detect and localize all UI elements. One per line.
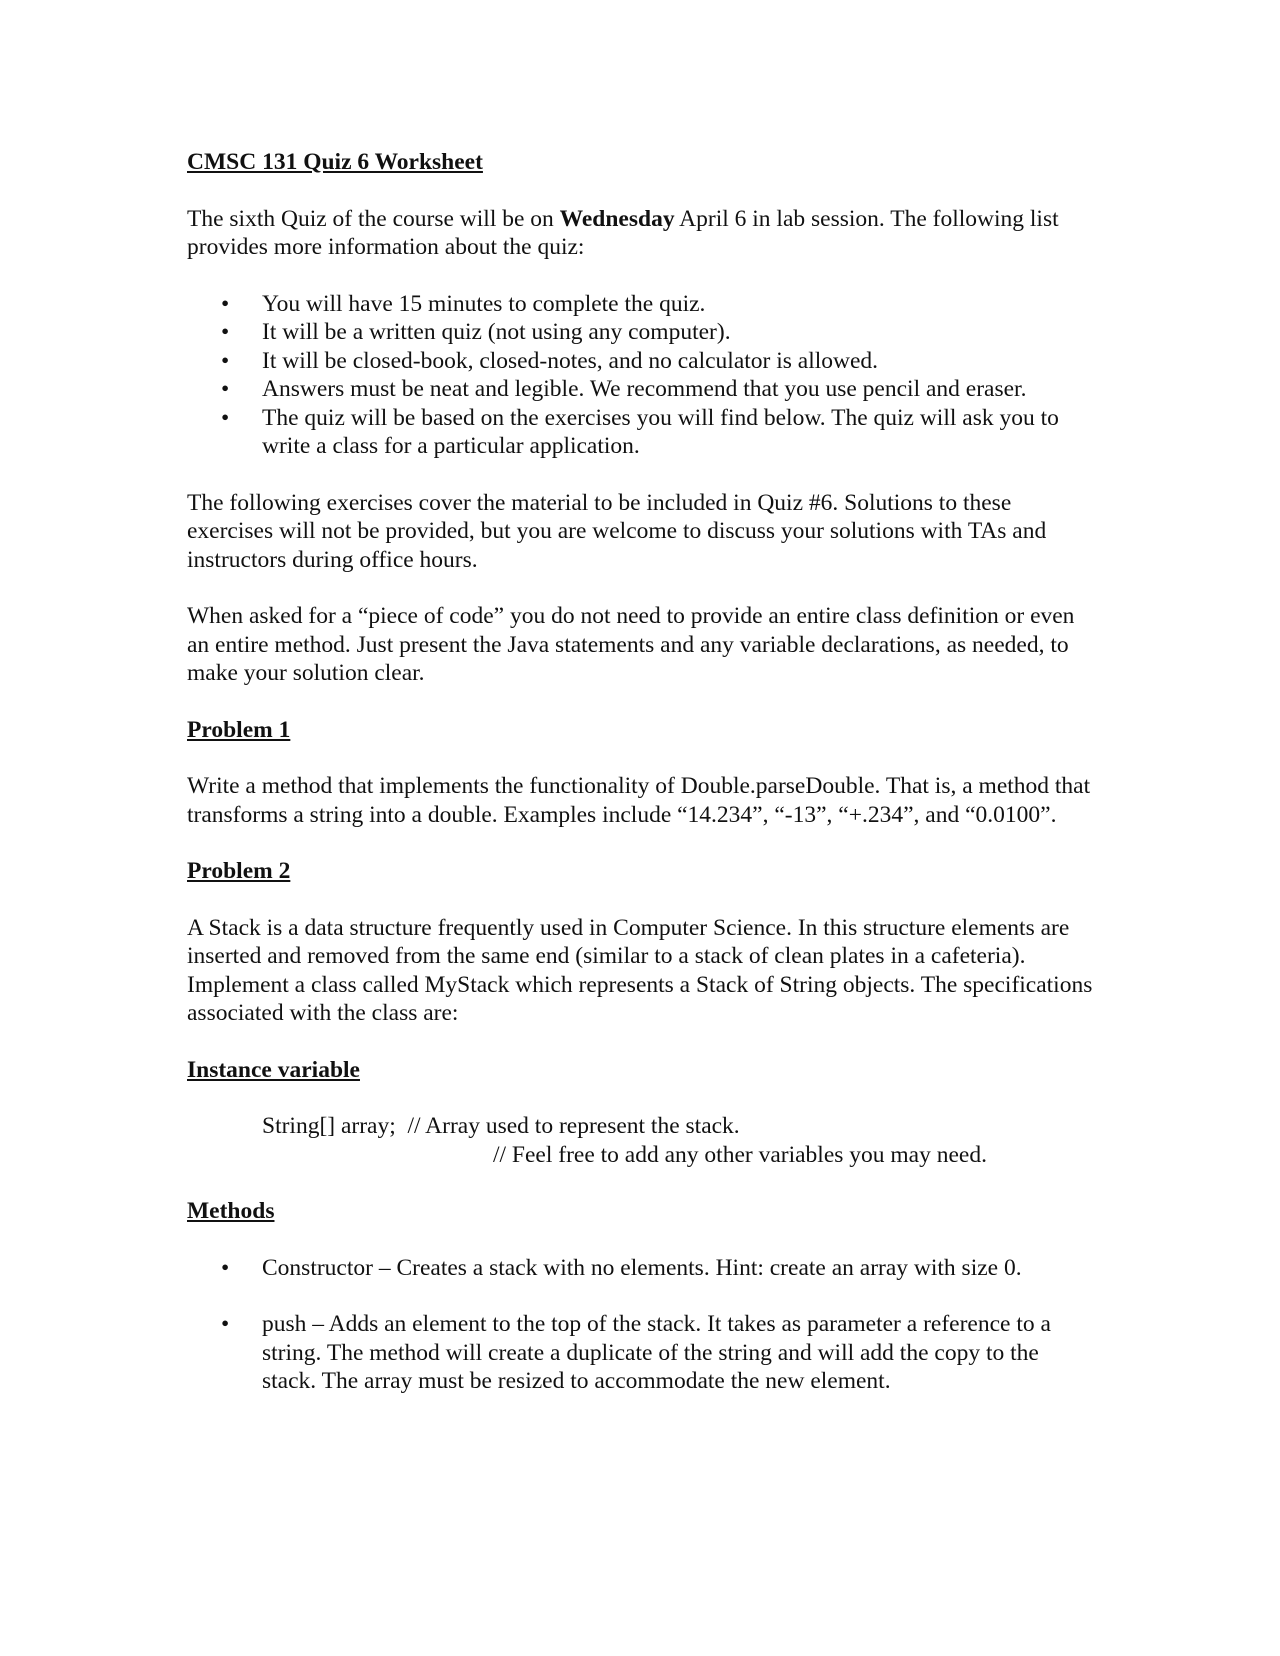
list-item — [187, 318, 1097, 347]
exercises-paragraph: The following exercises cover the material to be included in Quiz #6. Solutions to these exercises will not be provided, but you are welcome to discuss your solutions with TAs and instructors during office hours. — [187, 489, 1047, 573]
quiz-info-list — [187, 290, 1097, 461]
list-item-text: You will have 15 minutes to complete the quiz. — [262, 290, 706, 317]
list-item — [187, 375, 1097, 404]
problem2-heading: Problem 2 — [187, 858, 291, 884]
methods-list-continued — [187, 1310, 1097, 1396]
list-item — [187, 1310, 1097, 1396]
code-line-1: String[] array; // Array used to represent the stack. — [262, 1113, 740, 1139]
list-item-text: It will be closed-book, closed-notes, and no calculator is allowed. — [262, 347, 879, 374]
list-item-text: Answers must be neat and legible. We recommend that you use pencil and eraser. — [262, 376, 1027, 402]
list-item-text: It will be a written quiz (not using any computer). — [262, 319, 731, 345]
methods-heading: Methods — [187, 1198, 275, 1224]
intro-paragraph — [187, 205, 1097, 262]
bullet-icon: • — [221, 347, 230, 374]
worksheet-page — [187, 148, 1097, 1396]
problem1-text: Write a method that implements the functionality of Double.parseDouble. That is, a method that transforms a string into a double. Examples include “14.234”, “-13”, “+.234”, and “0.0100”. — [187, 773, 1091, 828]
bullet-icon: • — [221, 376, 230, 402]
bullet-icon: • — [221, 319, 230, 345]
list-item-text: The quiz will be based on the exercises you will find below. The quiz will ask you to write a class for a particular application. — [262, 404, 1059, 459]
bullet-icon: • — [221, 1311, 230, 1337]
list-item — [187, 404, 1097, 461]
instance-variable-code — [187, 1112, 1097, 1169]
bullet-icon: • — [221, 1254, 230, 1281]
intro-text-end: April 6 in lab session. The following list provides more information about the quiz: — [187, 205, 1059, 260]
intro-bold-day: Wednesday — [559, 205, 675, 232]
document-title: CMSC 131 Quiz 6 Worksheet — [187, 149, 483, 175]
problem1-heading: Problem 1 — [187, 716, 291, 743]
code-paragraph: When asked for a “piece of code” you do not need to provide an entire class definition or even an entire method. Just present the Java statements and any variable declarations, as needed, to make your solution clear. — [187, 603, 1075, 686]
intro-text-start: The sixth Quiz of the course will be on — [187, 205, 560, 232]
list-item — [187, 1254, 1097, 1283]
code-line-2: // Feel free to add any other variables you may need. — [493, 1141, 987, 1168]
list-item-text: push – Adds an element to the top of the stack. It takes as parameter a reference to a string. The method will create a duplicate of the string and will add the copy to the stack. The array must be resized to accommodate the new element. — [262, 1311, 1051, 1394]
list-item — [187, 290, 1097, 319]
problem2-text: A Stack is a data structure frequently used in Computer Science. In this structure elements are inserted and removed from the same end (similar to a stack of clean plates in a cafeteria). Implement a class called MyStack which represents a Stack of String objects. The specifications associated with the class are: — [187, 914, 1093, 1026]
list-item — [187, 347, 1097, 376]
bullet-icon: • — [221, 290, 230, 317]
list-item-text: Constructor – Creates a stack with no elements. Hint: create an array with size 0. — [262, 1254, 1022, 1281]
methods-list — [187, 1254, 1097, 1283]
bullet-icon: • — [221, 404, 230, 431]
instance-variable-heading: Instance variable — [187, 1056, 360, 1083]
